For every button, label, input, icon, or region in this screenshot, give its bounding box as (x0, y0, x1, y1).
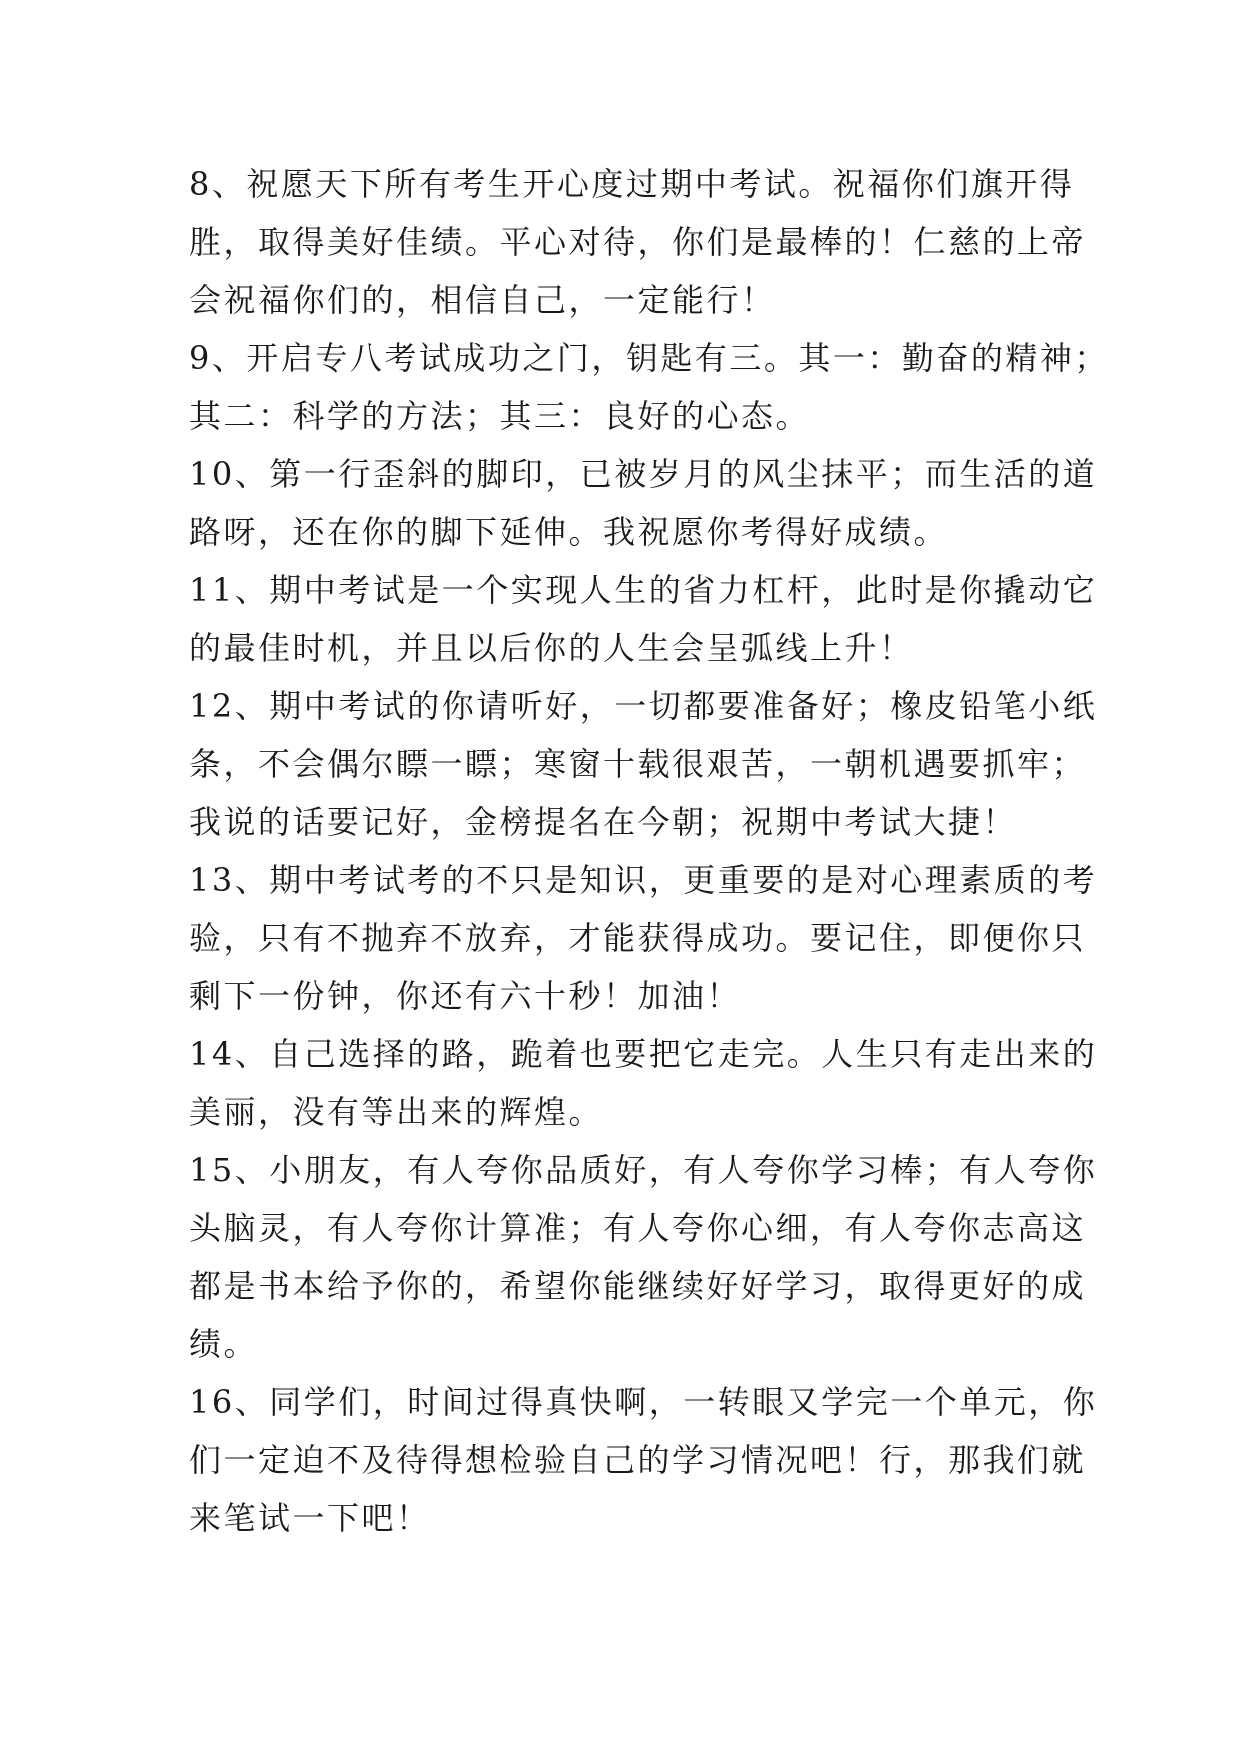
text-line: 会祝福你们的，相信自己，一定能行！ (189, 281, 776, 319)
text-line: 9、开启专八考试成功之门，钥匙有三。其一：勤奋的精神； (189, 339, 1109, 377)
text-line: 美丽，没有等出来的辉煌。 (189, 1093, 604, 1131)
paragraph-14 (189, 1025, 1098, 1141)
paragraph-16 (189, 1373, 1098, 1547)
text-line: 12、期中考试的你请听好，一切都要准备好；橡皮铅笔小纸 (189, 687, 1098, 725)
paragraph-11 (189, 561, 1098, 677)
document-body (189, 155, 1109, 1547)
text-line: 8、祝愿天下所有考生开心度过期中考试。祝福你们旗开得 (189, 165, 1075, 203)
text-line: 我说的话要记好，金榜提名在今朝；祝期中考试大捷！ (189, 803, 1018, 841)
text-line: 验，只有不抛弃不放弃，才能获得成功。要记住，即便你只 (189, 919, 1087, 957)
paragraph-13 (189, 851, 1098, 1025)
text-line: 来笔试一下吧！ (189, 1499, 431, 1537)
paragraph-10 (189, 445, 1098, 561)
paragraph-15 (189, 1141, 1098, 1373)
text-line: 绩。 (189, 1325, 259, 1363)
text-line: 10、第一行歪斜的脚印，已被岁月的风尘抹平；而生活的道 (189, 455, 1098, 493)
text-line: 都是书本给予你的，希望你能继续好好学习，取得更好的成 (189, 1267, 1087, 1305)
paragraph-8 (189, 155, 1087, 329)
text-line: 16、同学们，时间过得真快啊，一转眼又学完一个单元，你 (189, 1383, 1098, 1421)
text-line: 头脑灵，有人夸你计算准；有人夸你心细，有人夸你志高这 (189, 1209, 1087, 1247)
text-line: 路呀，还在你的脚下延伸。我祝愿你考得好成绩。 (189, 513, 949, 551)
text-line: 胜，取得美好佳绩。平心对待，你们是最棒的！仁慈的上帝 (189, 223, 1087, 261)
text-line: 剩下一份钟，你还有六十秒！加油！ (189, 977, 742, 1015)
text-line: 的最佳时机，并且以后你的人生会呈弧线上升！ (189, 629, 914, 667)
text-line: 们一定迫不及待得想检验自己的学习情况吧！行，那我们就 (189, 1441, 1087, 1479)
text-line: 条，不会偶尔瞟一瞟；寒窗十载很艰苦，一朝机遇要抓牢； (189, 745, 1087, 783)
text-line: 15、小朋友，有人夸你品质好，有人夸你学习棒；有人夸你 (189, 1151, 1098, 1189)
text-line: 13、期中考试考的不只是知识，更重要的是对心理素质的考 (189, 861, 1098, 899)
text-line: 14、自己选择的路，跪着也要把它走完。人生只有走出来的 (189, 1035, 1098, 1073)
text-line: 11、期中考试是一个实现人生的省力杠杆，此时是你撬动它 (189, 571, 1098, 609)
paragraph-12 (189, 677, 1098, 851)
paragraph-9 (189, 329, 1109, 445)
text-line: 其二：科学的方法；其三：良好的心态。 (189, 397, 811, 435)
